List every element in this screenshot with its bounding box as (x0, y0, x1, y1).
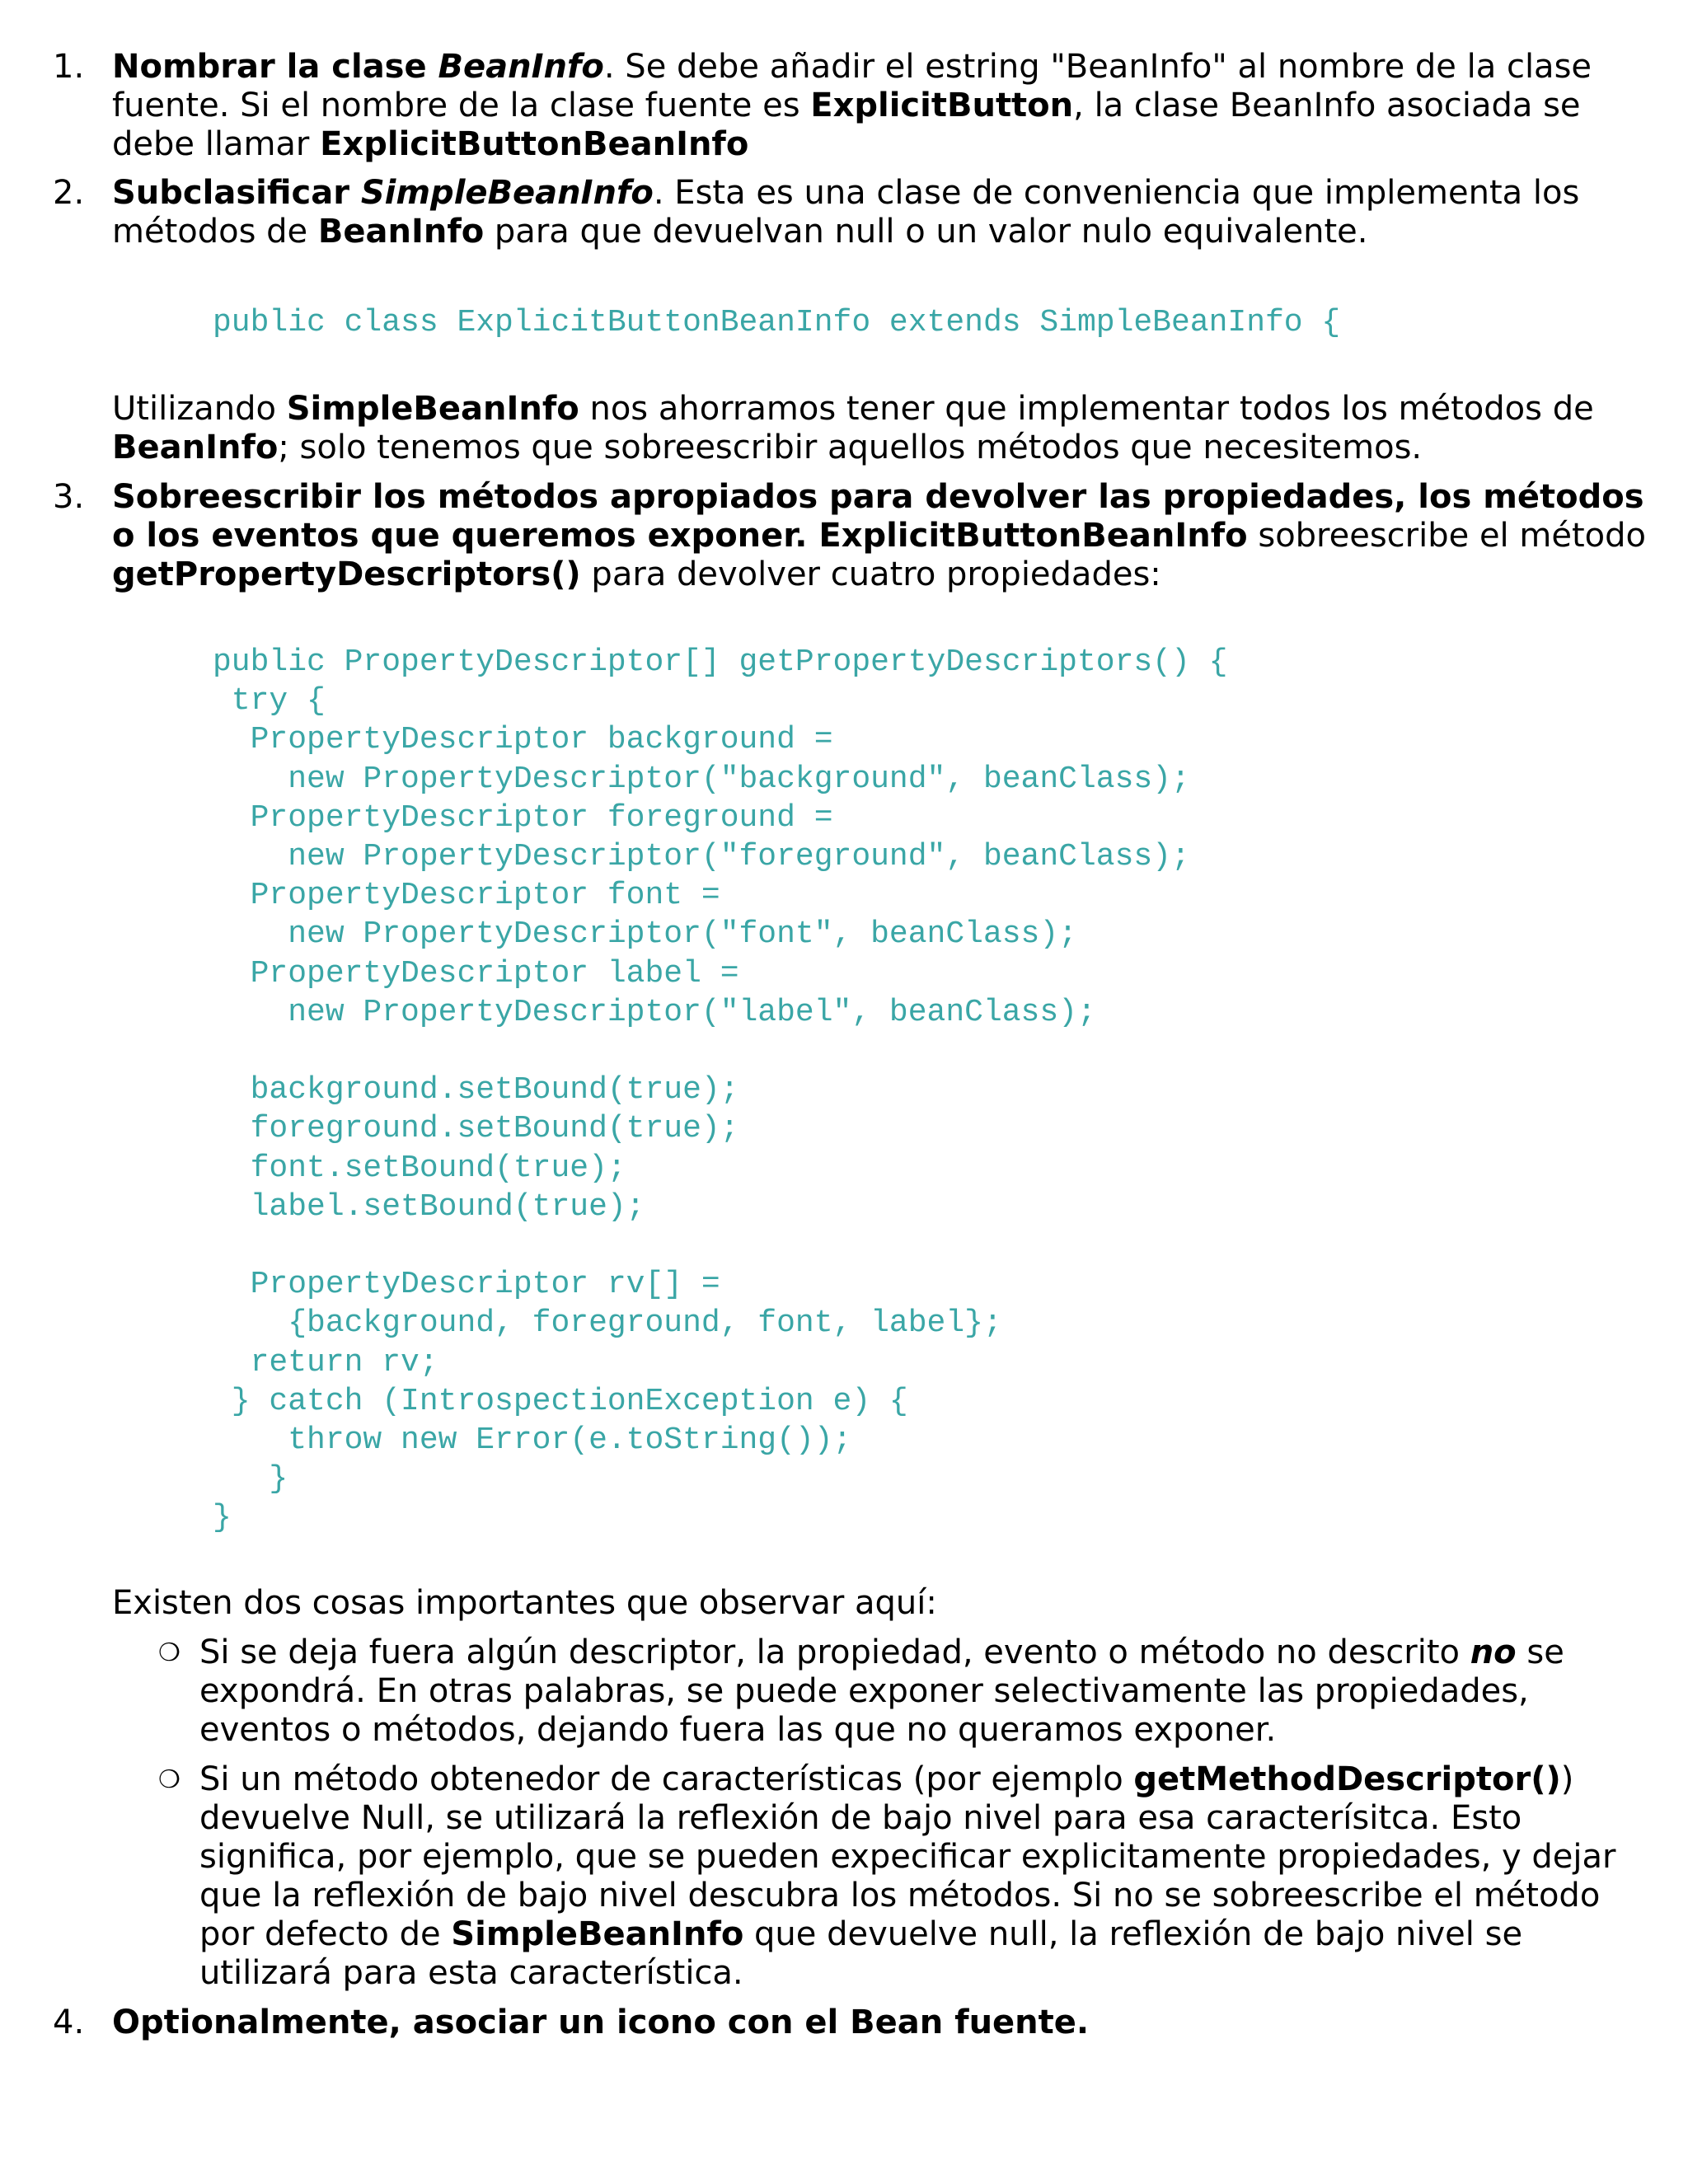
list-item-2 (112, 174, 1662, 251)
bullet-2-text-1: Si un método obtenedor de características (por ejemplo (199, 1760, 1134, 1798)
list-item-4 (112, 2004, 1662, 2042)
bullet-item-1 (199, 1633, 1650, 1750)
item-1-heading-class: BeanInfo (438, 48, 604, 86)
list-number-3: 3. (53, 478, 85, 516)
list-number-2: 2. (53, 174, 85, 212)
code-block-class-declaration: public class ExplicitButtonBeanInfo extends SimpleBeanInfo { (213, 305, 1341, 340)
item-3-text-2: para devolver cuatro propiedades: (580, 555, 1161, 593)
item-1-text-2: , la clase BeanInfo asociada se debe llamar (112, 87, 1581, 163)
paragraph-two-things: Existen dos cosas importantes que observar aquí: (112, 1584, 937, 1622)
note-beaninfo: BeanInfo (112, 429, 279, 466)
item-2-text: . Esta es una clase de conveniencia que implementa los métodos de (112, 174, 1580, 251)
bullet-1-text-2: se expondrá. En otras palabras, se puede exponer selectivamente las propiedades, eventos o métodos, dejando fuera las que no queramos exponer. (199, 1633, 1564, 1749)
note-text-2: nos ahorramos tener que implementar todos los métodos de (579, 390, 1594, 428)
paragraph-simplebeaninfo-note (112, 390, 1662, 467)
list-number-4: 4. (53, 2004, 85, 2041)
item-4-heading: Optionalmente, asociar un icono con el Bean fuente. (112, 2004, 1090, 2041)
bullet-item-2 (199, 1760, 1650, 1993)
item-1-beaninfo-class: ExplicitButtonBeanInfo (320, 125, 749, 163)
item-3-method: getPropertyDescriptors() (112, 555, 581, 593)
note-simplebeaninfo: SimpleBeanInfo (286, 390, 579, 428)
item-3-heading: Sobreescribir los métodos apropiados para devolver las propiedades, los métodos o los eventos que queremos exponer. ExplicitButtonBeanInfo (112, 478, 1644, 555)
bullet-1-text-1: Si se deja fuera algún descriptor, la propiedad, evento o método no descrito (199, 1633, 1470, 1671)
item-1-text: . Se debe añadir el estring "BeanInfo" al nombre de la clase fuente. Si el nombre de la clase fuente es (112, 48, 1592, 124)
code-block-get-property-descriptors: public PropertyDescriptor[] getPropertyDescriptors() { try { PropertyDescriptor background = new PropertyDescriptor("background", beanClass); PropertyDescriptor foreground = new PropertyDescriptor("foreground", beanClass); PropertyDescriptor font = new PropertyDescriptor("font", beanClass); PropertyDescriptor label = new PropertyDescriptor("label", beanClass); background.setBound(true); foreground.setBound(true); font.setBound(true); label.setBound(true); PropertyDescriptor rv[] = {background, foreground, font, label}; return rv; } catch (IntrospectionException e) { throw new Error(e.toString()); } } (213, 644, 1228, 1536)
bullet-circle-icon: ❍ (158, 1638, 181, 1667)
note-text-3: ; solo tenemos que sobreescribir aquellos métodos que necesitemos. (278, 429, 1423, 466)
bullet-2-simplebeaninfo: SimpleBeanInfo (451, 1915, 744, 1953)
list-item-1 (112, 48, 1662, 164)
item-1-source-class: ExplicitButton (810, 87, 1074, 124)
bullet-1-emphasis: no (1470, 1633, 1517, 1671)
item-2-heading-class: SimpleBeanInfo (360, 174, 654, 212)
item-2-heading: Subclasificar (112, 174, 361, 212)
item-1-heading: Nombrar la clase (112, 48, 438, 86)
item-2-text-2: para que devuelvan null o un valor nulo equivalente. (484, 213, 1368, 251)
bullet-2-method: getMethodDescriptor() (1133, 1760, 1561, 1798)
list-item-3 (112, 478, 1662, 594)
item-3-text: sobreescribe el método (1247, 517, 1646, 555)
bullet-circle-icon: ❍ (158, 1765, 181, 1794)
item-2-beaninfo: BeanInfo (317, 213, 485, 251)
note-text-1: Utilizando (112, 390, 287, 428)
bullet-2-text-2: ) devuelve Null, se utilizará la reflexión de bajo nivel para esa caracterísitca. Esto significa, por ejemplo, que se pueden expecificar explicitamente propiedades, y dejar que la reflexión de bajo nivel descubra los métodos. Si no se sobreescribe el método por defecto de (199, 1760, 1616, 1953)
bullet-2-text-3: que devuelve null, la reflexión de bajo nivel se utilizará para esta característica. (199, 1915, 1523, 1992)
list-number-1: 1. (53, 48, 85, 86)
